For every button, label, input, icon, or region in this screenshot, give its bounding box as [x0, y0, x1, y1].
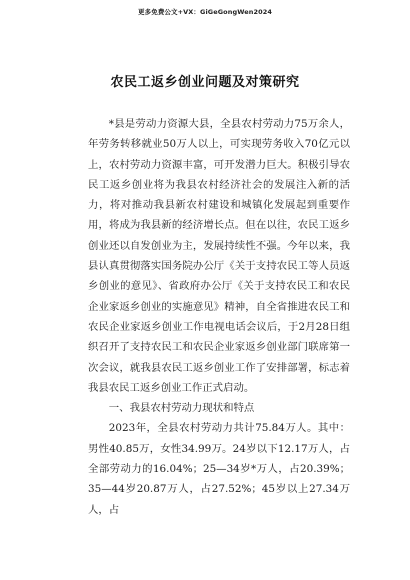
body-paragraph: 2023年，全县农村劳动力共计75.84万人。其中：男性40.85万，女性34.99万。24岁以下12.17万人，占全部劳动力的16.04%；25—34岁*万人，占20.39%；35—44岁20.87万人，占27.52%；45岁以上27.34万人，占 — [88, 422, 350, 516]
document-title: 农民工返乡创业问题及对策研究 — [110, 75, 300, 90]
section-heading: 一、我县农村劳动力现状和特点 — [108, 402, 255, 415]
body-paragraph: *县是劳动力资源大县，全县农村劳动力75万余人，年劳务转移就业50万人以上，可实现劳务收入70亿元以上，农村劳动力资源丰富，可开发潜力巨大。积极引导农民工返乡创业将为我县农村经济社会的发展注入新的活力，将对推动我县新农村建设和城镇化发展起到重要作用，将成为我县新的经济增长点。但在以往，农民工返乡创业还以自发创业为主，发展持续性不强。今年以来，我县认真贯彻落实国务院办公厅《关于支持农民工等人员返乡创业的意见》、省政府办公厅《关于支持农民工和农民企业家返乡创业的实施意见》精神，自全省推进农民工和农民企业家返乡创业工作电视电话会议后，于2月28日组织召开了支持农民工和农民企业家返乡创业部门联席第一次会议，就我县农民工返乡创业工作了安排部署，标志着我县农民工返乡创业工作正式启动。 — [88, 118, 350, 394]
header-note: 更多免费公文+VX：GiGeGongWen2024 — [138, 8, 272, 16]
document-body — [88, 114, 350, 520]
